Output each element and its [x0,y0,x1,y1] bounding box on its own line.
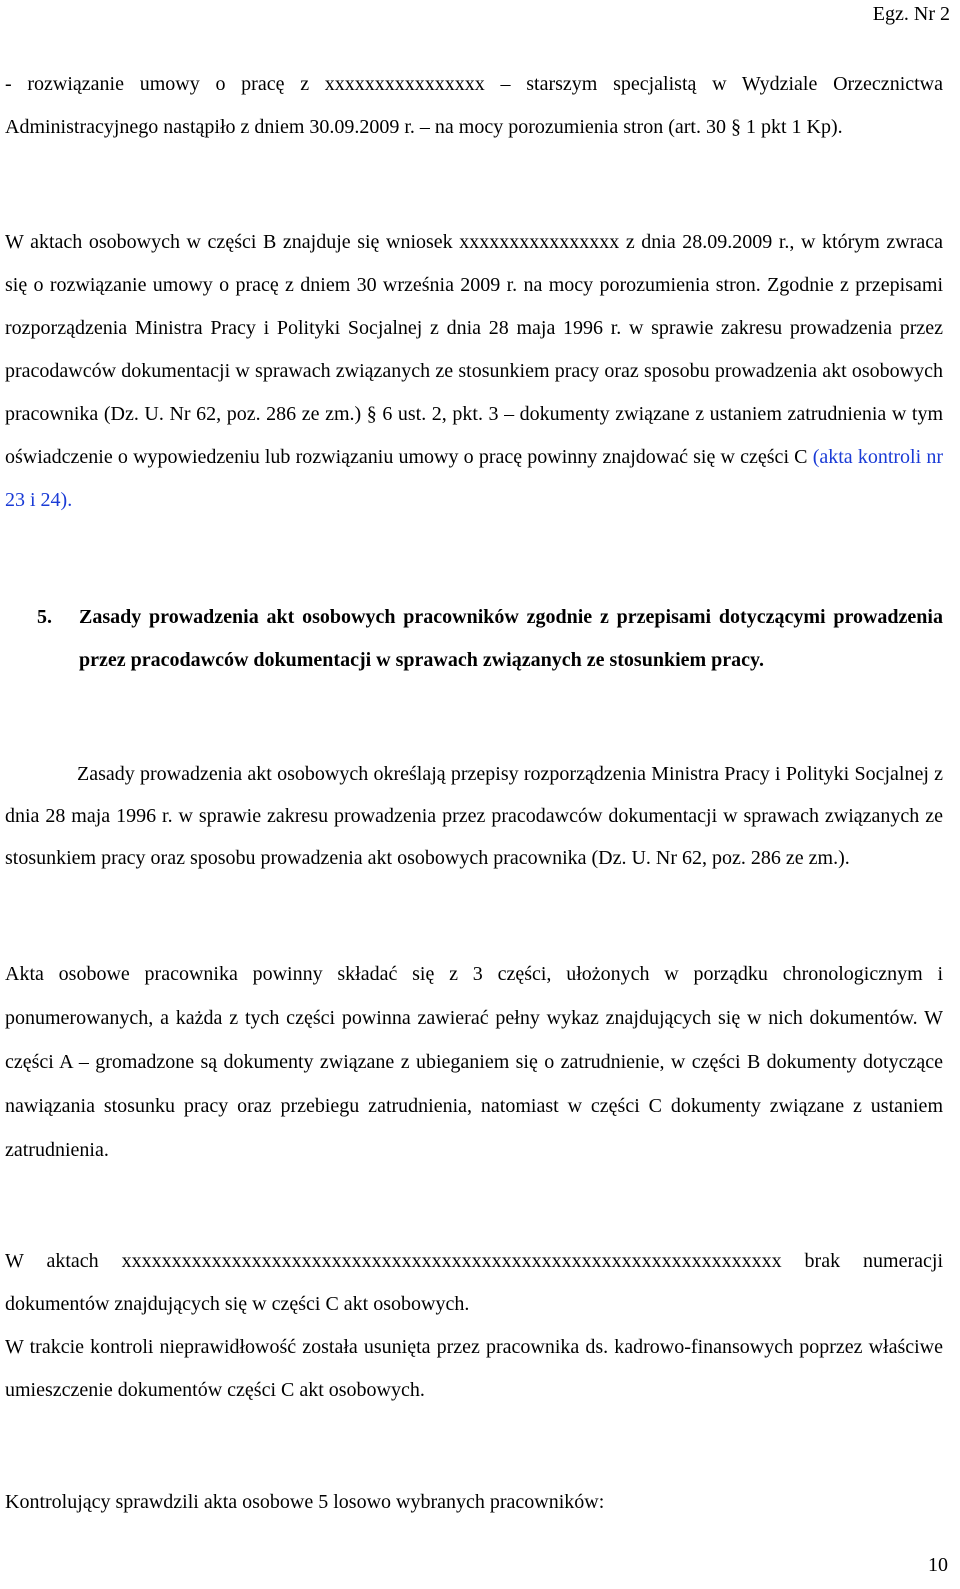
paragraph-file-structure [5,952,943,1172]
paragraph-sample-check-text: Kontrolujący sprawdzili akta osobowe 5 losowo wybranych pracowników: [5,1491,605,1513]
paragraph-numbering-issue-text: W aktach xxxxxxxxxxxxxxxxxxxxxxxxxxxxxxxxxxxxxxxxxxxxxxxxxxxxxxxxxxxxxxxxxx brak numeracji dokumentów znajdujących się w części C akt osobowych. [5,1250,943,1315]
paragraph-main-text: W aktach osobowych w części B znajduje się wniosek xxxxxxxxxxxxxxxx z dnia 28.09.2009 r., w którym zwraca się o rozwiązanie umowy o pracę z dniem 30 września 2009 r. na mocy porozumienia stron. Zgodnie z przepisami rozporządzenia Ministra Pracy i Polityki Socjalnej z dnia 28 maja 1996 r. w sprawie zakresu prowadzenia przez pracodawców dokumentacji w sprawach związanych ze stosunkiem pracy oraz sposobu prowadzenia akt osobowych pracownika (Dz. U. Nr 62, poz. 286 ze zm.) § 6 ust. 2, pkt. 3 – dokumenty związane z ustaniem zatrudnienia w tym oświadczenie o wypowiedzeniu lub rozwiązaniu umowy o pracę powinny znajdować się w części C [5,231,943,468]
paragraph-sample-check [5,1481,943,1524]
paragraph-correction-text: W trakcie kontroli nieprawidłowość została usunięta przez pracownika ds. kadrowo-finansowych poprzez właściwe umieszczenie dokumentów części C akt osobowych. [5,1336,943,1401]
copy-number-label: Egz. Nr 2 [872,3,950,25]
paragraph-personnel-files-b [5,221,943,522]
paragraph-personnel-files-b-text [5,221,943,522]
paragraph-termination-text: - rozwiązanie umowy o pracę z xxxxxxxxxxxxxxxx – starszym specjalistą w Wydziale Orzecznictwa Administracyjnego nastąpiło z dniem 30.09.2009 r. – na mocy porozumienia stron (art. 30 § 1 pkt 1 Kp). [5,73,943,138]
paragraph-numbering-issue [5,1240,943,1326]
audit-files-reference: (akta kontroli nr 23 i 24). [5,446,943,511]
paragraph-rules [5,753,943,879]
paragraph-file-structure-text: Akta osobowe pracownika powinny składać się z 3 części, ułożonych w porządku chronologicznym i ponumerowanych, a każda z tych części powinna zawierać pełny wykaz znajdujących się w nich dokumentów. W części A – gromadzone są dokumenty związane z ubieganiem się o zatrudnienie, w części B dokumenty dotyczące nawiązania stosunku pracy oraz przebiegu zatrudnienia, natomiast w części C dokumenty związane z ustaniem zatrudnienia. [5,963,943,1161]
section-5-heading [37,596,943,682]
paragraph-termination [5,63,943,149]
paragraph-correction [5,1326,943,1412]
section-number: 5. [37,606,52,628]
paragraph-rules-text: Zasady prowadzenia akt osobowych określają przepisy rozporządzenia Ministra Pracy i Polityki Socjalnej z dnia 28 maja 1996 r. w sprawie zakresu prowadzenia przez pracodawców dokumentacji w sprawach związanych ze stosunkiem pracy oraz sposobu prowadzenia akt osobowych pracownika (Dz. U. Nr 62, poz. 286 ze zm.). [5,763,943,869]
page-number: 10 [928,1554,948,1576]
section-title: Zasady prowadzenia akt osobowych pracowników zgodnie z przepisami dotyczącymi prowadzenia przez pracodawców dokumentacji w sprawach związanych ze stosunkiem pracy. [79,606,943,671]
